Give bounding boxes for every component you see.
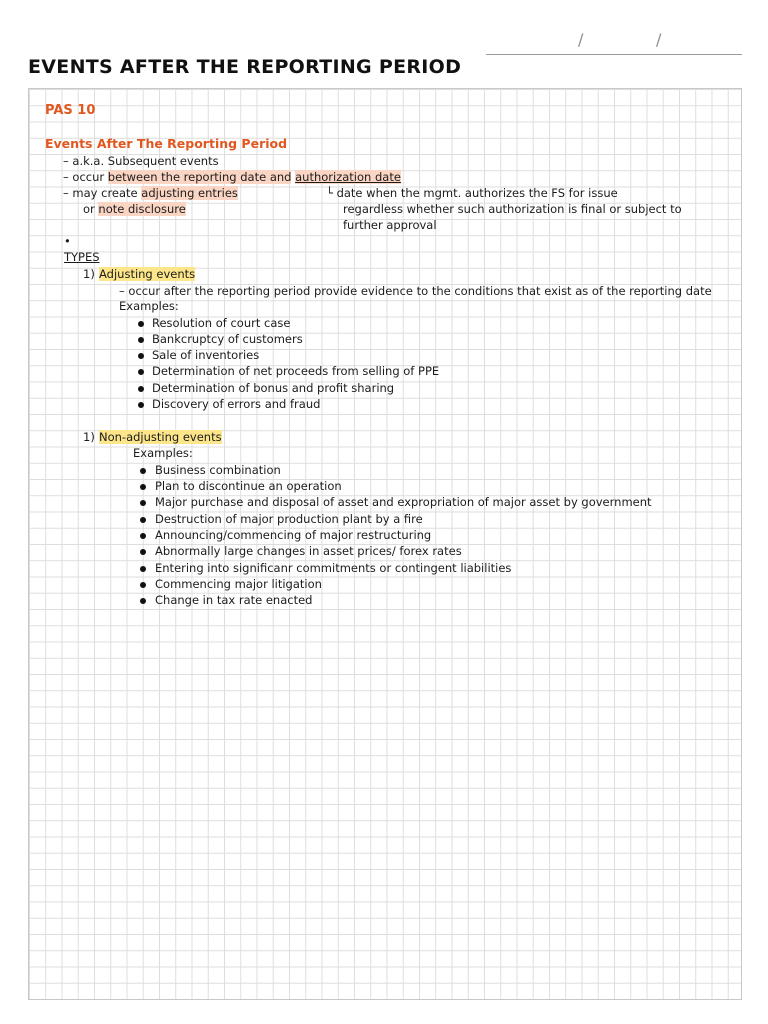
list-item: Commencing major litigation: [155, 577, 322, 591]
bullet-icon: [138, 386, 144, 392]
between-text: between the reporting date and: [107, 170, 292, 184]
authorization-definition-3: further approval: [343, 218, 437, 232]
date-line: [486, 54, 742, 55]
list-item: Entering into significanr commitments or contingent liabilities: [155, 561, 512, 575]
list-item: Resolution of court case: [152, 316, 291, 330]
occur-line: [63, 170, 401, 184]
bullet-icon: [138, 402, 144, 408]
section-subheading: Events After The Reporting Period: [45, 136, 288, 151]
list-item: Discovery of errors and fraud: [152, 397, 321, 411]
date-separator: /: [578, 30, 584, 49]
authorization-date-text: authorization date: [295, 170, 401, 184]
bullet-icon: [140, 484, 146, 490]
list-item: Determination of net proceeds from selling of PPE: [152, 364, 440, 378]
or-text: or: [83, 202, 99, 216]
adjusting-entries-text: adjusting entries: [141, 186, 238, 200]
bullet-icon: [140, 533, 146, 539]
list-item: Destruction of major production plant by a fire: [155, 512, 423, 526]
list-item: Sale of inventories: [152, 348, 260, 362]
occur-prefix: – occur: [63, 170, 108, 184]
nonadjusting-examples-label: Examples:: [133, 446, 193, 460]
date-separator: /: [656, 30, 662, 49]
list-item: Bankcruptcy of customers: [152, 332, 303, 346]
page-title: EVENTS AFTER THE REPORTING PERIOD: [28, 56, 462, 78]
list-item: Business combination: [155, 463, 281, 477]
bullet-icon: [140, 566, 146, 572]
bullet-icon: [138, 337, 144, 343]
authorization-definition-2: regardless whether such authorization is final or subject to: [343, 202, 682, 216]
bullet-icon: [140, 517, 146, 523]
aka-line: – a.k.a. Subsequent events: [63, 154, 219, 168]
may-create-line: [63, 186, 238, 200]
bullet-icon: [140, 500, 146, 506]
bullet-icon: [138, 353, 144, 359]
nonadjusting-events-title: Non-adjusting events: [99, 430, 222, 444]
heading-pas-10: PAS 10: [45, 103, 96, 118]
adjusting-events-title: Adjusting events: [99, 267, 196, 281]
list-item: Major purchase and disposal of asset and expropriation of major asset by government: [155, 495, 652, 509]
bullet-icon: [140, 598, 146, 604]
list-item: Change in tax rate enacted: [155, 593, 313, 607]
bullet-icon: [140, 582, 146, 588]
adjusting-description: – occur after the reporting period provide evidence to the conditions that exist as of the reporting date: [119, 284, 712, 298]
nonadjusting-number: 1): [83, 430, 95, 444]
bullet-icon: [138, 321, 144, 327]
adjusting-examples-label: Examples:: [119, 299, 179, 313]
adjusting-number: 1): [83, 267, 95, 281]
note-disclosure-text: note disclosure: [98, 202, 186, 216]
may-create-prefix: – may create: [63, 186, 142, 200]
bullet-icon: [140, 468, 146, 474]
list-item: Determination of bonus and profit sharing: [152, 381, 395, 395]
list-item: Abnormally large changes in asset prices/ forex rates: [155, 544, 462, 558]
bullet-icon: [140, 549, 146, 555]
list-item: Announcing/commencing of major restructuring: [155, 528, 432, 542]
types-label: TYPES: [64, 250, 100, 264]
bullet-icon: [138, 369, 144, 375]
stray-dot: •: [64, 234, 71, 248]
authorization-definition-1: └ date when the mgmt. authorizes the FS for issue: [326, 186, 618, 200]
list-item: Plan to discontinue an operation: [155, 479, 342, 493]
note-disclosure-line: [83, 202, 186, 216]
